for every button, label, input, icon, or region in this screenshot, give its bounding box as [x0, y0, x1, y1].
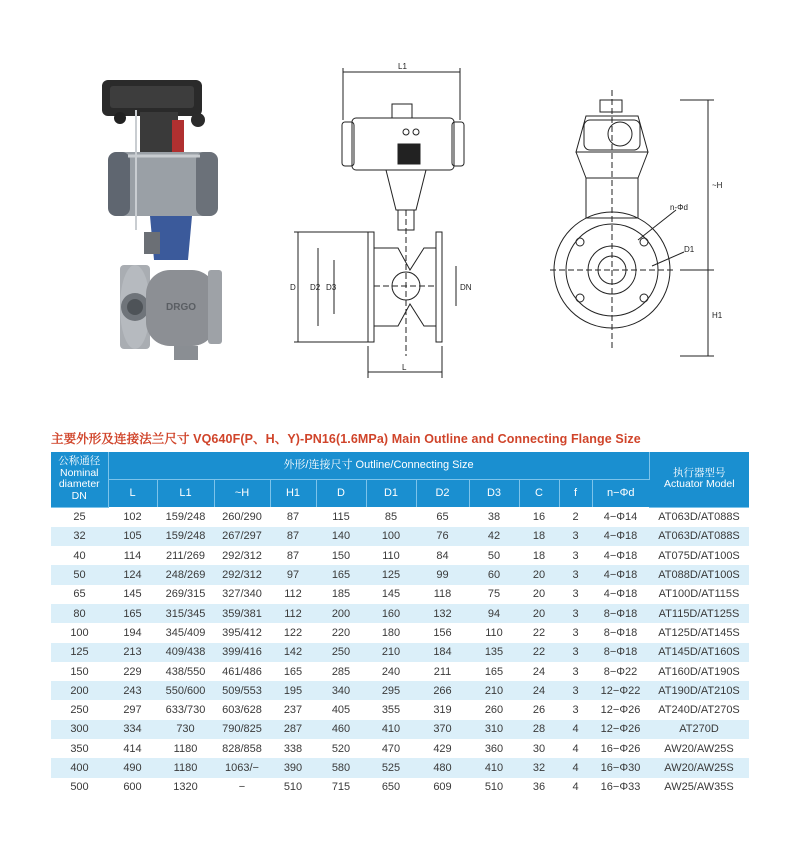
cell-value: 150 [331, 549, 351, 562]
column-header: n−Φd [592, 480, 649, 508]
cell-value: 26 [532, 704, 546, 717]
cell-value: 18 [519, 527, 559, 546]
cell-value: 410 [366, 720, 416, 739]
cell-value: 28 [519, 720, 559, 739]
cell-value: 3 [572, 588, 579, 601]
cell-value: 211/269 [166, 549, 205, 562]
cell-dn: 32 [51, 527, 108, 546]
cell-dn: 500 [70, 781, 89, 794]
cell-dn: 300 [51, 720, 108, 739]
cell-value: 20 [519, 604, 559, 623]
cell-value: 429 [433, 742, 452, 755]
column-header: ~H [214, 480, 270, 508]
table-row [51, 585, 749, 604]
table-row [51, 700, 749, 719]
cell-value: 730 [157, 720, 214, 739]
cell-actuator: AT190D/AT210S [649, 681, 749, 700]
cell-value: 124 [108, 565, 157, 584]
cell-value: 461/486 [222, 665, 262, 678]
cell-value: 8−Φ18 [592, 604, 649, 623]
cell-value: 118 [433, 588, 452, 601]
cell-actuator: AT075D/AT100S [658, 549, 740, 562]
table-row [51, 546, 749, 565]
cell-value: 115 [332, 510, 350, 523]
cell-value: 165 [108, 604, 157, 623]
cell-value: 609 [433, 781, 452, 794]
header-actuator [649, 452, 749, 507]
cell-value: 200 [316, 604, 366, 623]
column-header: L [108, 480, 157, 508]
cell-value: 319 [433, 704, 452, 717]
cell-value: 237 [283, 704, 303, 717]
cell-value: 100 [366, 527, 416, 546]
table-row [51, 758, 749, 777]
cell-value: 38 [487, 510, 501, 523]
cell-value: 22 [519, 643, 559, 662]
cell-value: 75 [487, 588, 501, 601]
dim-label-dn: DN [460, 283, 472, 292]
cell-value: 3 [572, 626, 579, 639]
cell-value: 76 [416, 527, 469, 546]
cell-value: 32 [519, 758, 559, 777]
cell-value: 399/416 [214, 643, 270, 662]
header-dn-line: 公称通径 [58, 455, 101, 468]
cell-value: 24 [519, 681, 559, 700]
cell-value: 292/312 [222, 549, 262, 562]
cell-value: 828/858 [222, 742, 262, 755]
cell-actuator: AW20/AW25S [664, 742, 734, 755]
cell-value: 16−Φ30 [592, 758, 649, 777]
cell-value: 4 [559, 758, 592, 777]
cell-value: 195 [270, 681, 316, 700]
cell-dn: 50 [51, 565, 108, 584]
cell-actuator: AT115D/AT125S [649, 604, 749, 623]
cell-value: 4−Φ18 [603, 549, 638, 562]
cell-value: 600 [123, 781, 142, 794]
cell-value: 480 [416, 758, 469, 777]
cell-value: 334 [108, 720, 157, 739]
cell-value: 297 [123, 704, 142, 717]
side-view-labels [670, 181, 723, 320]
dim-label-nphid: n-Φd [670, 203, 688, 212]
table-row [51, 565, 749, 584]
cell-value: 12−Φ26 [592, 720, 649, 739]
cell-value: 460 [316, 720, 366, 739]
front-view-drawing [294, 68, 464, 378]
dim-label-d3: D3 [326, 283, 337, 292]
cell-value: 510 [283, 781, 303, 794]
valve-drawings [80, 60, 740, 400]
cell-value: 229 [123, 665, 142, 678]
column-header: D3 [469, 480, 519, 508]
cell-value: 580 [316, 758, 366, 777]
cell-value: 42 [469, 527, 519, 546]
cell-value: 285 [331, 665, 351, 678]
cell-value: 4 [572, 781, 579, 794]
cell-value: 715 [331, 781, 351, 794]
cell-value: 114 [123, 549, 142, 562]
cell-value: 213 [108, 643, 157, 662]
spec-table [51, 452, 749, 797]
cell-value: 159/248 [165, 510, 206, 523]
table-row [51, 739, 749, 758]
cell-value: 360 [484, 742, 504, 755]
header-dn-line: diameter [58, 478, 100, 491]
cell-value: 18 [532, 549, 546, 562]
cell-value: 370 [416, 720, 469, 739]
cell-value: 327/340 [222, 588, 262, 601]
cell-value: 165 [484, 665, 504, 678]
cell-value: 240 [381, 665, 401, 678]
cell-value: 345/409 [165, 626, 206, 639]
cell-value: 395/412 [222, 626, 262, 639]
cell-value: 3 [572, 549, 579, 562]
cell-value: 1320 [173, 781, 198, 794]
cell-value: 159/248 [157, 527, 214, 546]
cell-value: 414 [123, 742, 142, 755]
header-actuator-line: 执行器型号 [673, 466, 726, 479]
cell-value: 156 [433, 626, 452, 639]
header-outline-size: 外形/连接尺寸 Outline/Connecting Size [108, 452, 649, 480]
column-header: C [519, 480, 559, 508]
cell-value: 85 [384, 510, 398, 523]
dim-label-d2: D2 [310, 283, 321, 292]
cell-value: 87 [286, 549, 300, 562]
cell-value: 250 [316, 643, 366, 662]
cell-value: 140 [316, 527, 366, 546]
cell-value: 390 [270, 758, 316, 777]
cell-value: 260 [484, 704, 504, 717]
table-row [51, 662, 749, 681]
cell-value: 112 [270, 604, 316, 623]
table-row [51, 778, 749, 797]
cell-value: 525 [366, 758, 416, 777]
cell-value: 315/345 [157, 604, 214, 623]
valve-figure [80, 60, 740, 400]
cell-dn: 80 [51, 604, 108, 623]
valve-photo [102, 80, 222, 360]
cell-value: 4 [559, 720, 592, 739]
cell-value: 16−Φ33 [600, 781, 641, 794]
cell-value: 110 [382, 549, 400, 562]
cell-value: 340 [316, 681, 366, 700]
table-row [51, 507, 749, 527]
cell-value: 4−Φ18 [603, 588, 638, 601]
cell-value: 84 [436, 549, 449, 562]
cell-dn: 65 [73, 588, 86, 601]
cell-value: 438/550 [165, 665, 206, 678]
cell-value: 135 [469, 643, 519, 662]
cell-value: 210 [469, 681, 519, 700]
cell-value: 36 [532, 781, 546, 794]
cell-value: 1180 [157, 758, 214, 777]
column-header: D [316, 480, 366, 508]
cell-value: 165 [316, 565, 366, 584]
cell-dn: 400 [51, 758, 108, 777]
cell-value: 287 [270, 720, 316, 739]
cell-value: 338 [283, 742, 303, 755]
cell-actuator: AT088D/AT100S [649, 565, 749, 584]
cell-value: 3 [572, 665, 579, 678]
cell-value: 65 [436, 510, 449, 523]
cell-value: 359/381 [214, 604, 270, 623]
cell-actuator: AT270D [649, 720, 749, 739]
cell-value: 16 [532, 510, 546, 523]
header-dn-line: Nominal [59, 466, 99, 479]
dim-label-d: D [290, 283, 296, 292]
cell-actuator: AW20/AW25S [649, 758, 749, 777]
column-header: D2 [416, 480, 469, 508]
cell-value: 650 [381, 781, 401, 794]
header-actuator-line: Actuator Model [663, 478, 735, 491]
cell-value: 3 [572, 704, 579, 717]
header-dn [51, 452, 108, 507]
cell-value: 410 [469, 758, 519, 777]
cell-value: 220 [331, 626, 351, 639]
cell-value: 24 [532, 665, 546, 678]
cell-value: 4−Φ18 [592, 527, 649, 546]
cell-actuator: AT240D/AT270S [658, 704, 740, 717]
cell-value: 4−Φ18 [592, 565, 649, 584]
cell-value: 550/600 [157, 681, 214, 700]
cell-dn: 40 [73, 549, 86, 562]
cell-value: 490 [108, 758, 157, 777]
spec-table-body [51, 507, 749, 797]
cell-actuator: AT125D/AT145S [658, 626, 740, 639]
cell-value: 184 [416, 643, 469, 662]
cell-value: 3 [559, 527, 592, 546]
table-row [51, 527, 749, 546]
cell-value: 50 [487, 549, 501, 562]
column-header: D1 [366, 480, 416, 508]
cell-value: 510 [484, 781, 504, 794]
header-dn-line: DN [71, 489, 87, 502]
cell-value: 12−Φ22 [592, 681, 649, 700]
cell-value: 122 [283, 626, 303, 639]
cell-value: 603/628 [222, 704, 262, 717]
dim-label-h1: H1 [712, 311, 723, 320]
section-heading: 主要外形及连接法兰尺寸 VQ640F(P、H、Y)-PN16(1.6MPa) Main Outline and Connecting Flange Size [51, 432, 641, 446]
column-header: H1 [270, 480, 316, 508]
cell-value: 20 [519, 565, 559, 584]
cell-value: 22 [532, 626, 546, 639]
column-header: f [559, 480, 592, 508]
cell-value: 295 [366, 681, 416, 700]
cell-dn: 100 [70, 626, 89, 639]
cell-dn: 250 [70, 704, 89, 717]
cell-value: 30 [532, 742, 546, 755]
cell-value: 248/269 [157, 565, 214, 584]
cell-value: 87 [286, 510, 300, 523]
cell-value: 211 [433, 665, 452, 678]
cell-dn: 350 [70, 742, 89, 755]
cell-value: 520 [331, 742, 351, 755]
table-row [51, 681, 749, 700]
dim-label-l: L [402, 363, 407, 372]
dim-label-l1: L1 [398, 62, 407, 71]
cell-value: 16−Φ26 [600, 742, 641, 755]
cell-value: 790/825 [214, 720, 270, 739]
cell-value: 160 [366, 604, 416, 623]
cell-value: 8−Φ22 [603, 665, 638, 678]
cell-dn: 125 [51, 643, 108, 662]
cell-value: 267/297 [214, 527, 270, 546]
cell-value: 405 [331, 704, 351, 717]
dim-label-d1: D1 [684, 245, 695, 254]
cell-actuator: AT160D/AT190S [658, 665, 740, 678]
cell-value: 3 [559, 643, 592, 662]
cell-value: 60 [469, 565, 519, 584]
table-row [51, 623, 749, 642]
cell-value: 102 [123, 510, 142, 523]
cell-value: 105 [108, 527, 157, 546]
cell-value: 132 [416, 604, 469, 623]
cell-value: 243 [108, 681, 157, 700]
cell-value: 266 [416, 681, 469, 700]
cell-value: 165 [283, 665, 303, 678]
nameplate-text: DRGO [166, 302, 196, 313]
cell-value: 210 [366, 643, 416, 662]
cell-value: 509/553 [214, 681, 270, 700]
cell-value: 292/312 [214, 565, 270, 584]
cell-value: 3 [559, 681, 592, 700]
cell-value: − [238, 781, 246, 794]
cell-value: 409/438 [157, 643, 214, 662]
cell-value: 180 [381, 626, 401, 639]
cell-value: 1180 [173, 742, 198, 755]
cell-dn: 25 [73, 511, 86, 524]
cell-value: 20 [532, 588, 546, 601]
cell-value: 3 [559, 565, 592, 584]
cell-value: 125 [366, 565, 416, 584]
cell-actuator: AT063D/AT088S [658, 511, 740, 524]
cell-value: 110 [485, 626, 503, 639]
cell-value: 8−Φ18 [592, 643, 649, 662]
cell-value: 2 [572, 510, 579, 523]
cell-value: 1063/− [214, 758, 270, 777]
cell-value: 145 [123, 588, 142, 601]
table-row [51, 643, 749, 662]
dim-label-h: ~H [712, 181, 723, 190]
cell-actuator: AT100D/AT115S [658, 588, 740, 601]
cell-value: 310 [469, 720, 519, 739]
cell-value: 112 [284, 588, 302, 601]
cell-value: 145 [381, 588, 401, 601]
cell-value: 99 [416, 565, 469, 584]
cell-actuator: AW25/AW35S [664, 781, 734, 794]
table-row [51, 720, 749, 739]
cell-value: 94 [469, 604, 519, 623]
cell-value: 269/315 [165, 588, 206, 601]
cell-value: 87 [270, 527, 316, 546]
cell-value: 355 [381, 704, 401, 717]
cell-dn: 200 [51, 681, 108, 700]
table-row [51, 604, 749, 623]
cell-value: 12−Φ26 [600, 704, 641, 717]
cell-value: 3 [559, 604, 592, 623]
cell-value: 4 [572, 742, 579, 755]
cell-value: 8−Φ18 [603, 626, 638, 639]
side-view-drawing [550, 90, 714, 356]
cell-value: 260/290 [222, 510, 262, 523]
cell-value: 97 [270, 565, 316, 584]
cell-value: 185 [331, 588, 351, 601]
cell-actuator: AT145D/AT160S [649, 643, 749, 662]
cell-value: 194 [123, 626, 142, 639]
cell-value: 142 [270, 643, 316, 662]
cell-value: 470 [381, 742, 401, 755]
cell-actuator: AT063D/AT088S [649, 527, 749, 546]
cell-value: 4−Φ14 [603, 510, 638, 523]
column-header: L1 [157, 480, 214, 508]
cell-dn: 150 [70, 665, 89, 678]
cell-value: 633/730 [165, 704, 206, 717]
